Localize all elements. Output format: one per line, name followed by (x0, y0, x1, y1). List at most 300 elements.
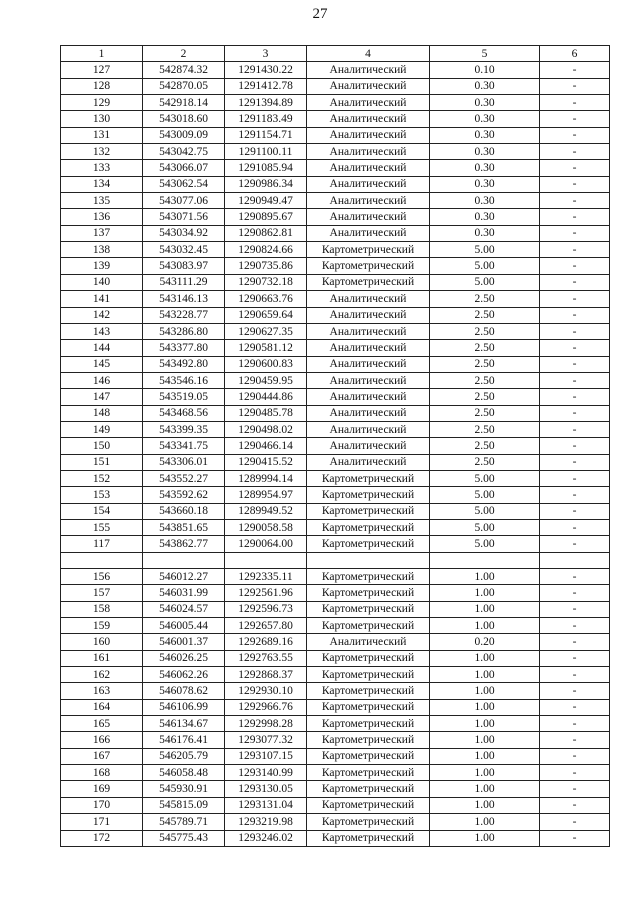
note-cell: - (540, 193, 610, 209)
table-row (61, 503, 610, 519)
y-coordinate-cell: 1290058.58 (225, 519, 307, 535)
point-number-cell: 158 (61, 601, 143, 617)
y-coordinate-cell: 1293131.04 (225, 797, 307, 813)
y-coordinate-cell: 1290498.02 (225, 421, 307, 437)
point-number-cell: 132 (61, 144, 143, 160)
y-coordinate-cell: 1292868.37 (225, 667, 307, 683)
x-coordinate-cell: 543018.60 (143, 111, 225, 127)
accuracy-cell: 0.30 (430, 144, 540, 160)
method-cell: Аналитический (307, 634, 430, 650)
note-cell: - (540, 356, 610, 372)
method-cell: Картометрический (307, 519, 430, 535)
y-coordinate-cell: 1292596.73 (225, 601, 307, 617)
method-cell: Аналитический (307, 62, 430, 78)
x-coordinate-cell: 545789.71 (143, 814, 225, 830)
accuracy-cell: 5.00 (430, 503, 540, 519)
method-cell: Картометрический (307, 503, 430, 519)
point-number-cell: 169 (61, 781, 143, 797)
table-row (61, 797, 610, 813)
table-row (61, 650, 610, 666)
y-coordinate-cell: 1291430.22 (225, 62, 307, 78)
x-coordinate-cell: 546012.27 (143, 569, 225, 585)
note-cell: - (540, 536, 610, 552)
table-row (61, 470, 610, 486)
point-number-cell: 130 (61, 111, 143, 127)
table-row (61, 307, 610, 323)
table-row (61, 519, 610, 535)
x-coordinate-cell: 545815.09 (143, 797, 225, 813)
accuracy-cell: 1.00 (430, 585, 540, 601)
note-cell: - (540, 225, 610, 241)
point-number-cell: 160 (61, 634, 143, 650)
method-cell: Картометрический (307, 569, 430, 585)
y-coordinate-cell: 1289949.52 (225, 503, 307, 519)
accuracy-cell: 0.10 (430, 62, 540, 78)
y-coordinate-cell: 1290466.14 (225, 438, 307, 454)
point-number-cell: 129 (61, 95, 143, 111)
y-coordinate-cell: 1290895.67 (225, 209, 307, 225)
point-number-cell: 161 (61, 650, 143, 666)
table-row (61, 176, 610, 192)
point-number-cell: 156 (61, 569, 143, 585)
note-cell: - (540, 585, 610, 601)
point-number-cell: 144 (61, 340, 143, 356)
table-row (61, 193, 610, 209)
point-number-cell: 148 (61, 405, 143, 421)
table-row (61, 683, 610, 699)
x-coordinate-cell: 543552.27 (143, 470, 225, 486)
x-coordinate-cell: 543519.05 (143, 389, 225, 405)
table-row (61, 421, 610, 437)
note-cell: - (540, 62, 610, 78)
point-number-cell: 151 (61, 454, 143, 470)
x-coordinate-cell: 543077.06 (143, 193, 225, 209)
table-row (61, 209, 610, 225)
table-row (61, 160, 610, 176)
y-coordinate-cell: 1290732.18 (225, 274, 307, 290)
y-coordinate-cell: 1290824.66 (225, 242, 307, 258)
accuracy-cell: 1.00 (430, 814, 540, 830)
table-separator-row (61, 552, 610, 568)
point-number-cell: 172 (61, 830, 143, 846)
accuracy-cell: 1.00 (430, 732, 540, 748)
method-cell: Картометрический (307, 781, 430, 797)
accuracy-cell: 2.50 (430, 405, 540, 421)
x-coordinate-cell: 543851.65 (143, 519, 225, 535)
y-coordinate-cell: 1290986.34 (225, 176, 307, 192)
table-row (61, 389, 610, 405)
note-cell (540, 552, 610, 568)
method-cell: Аналитический (307, 405, 430, 421)
point-number-cell: 149 (61, 421, 143, 437)
y-coordinate-cell: 1292689.16 (225, 634, 307, 650)
y-coordinate-cell: 1290949.47 (225, 193, 307, 209)
method-cell: Картометрический (307, 258, 430, 274)
note-cell: - (540, 470, 610, 486)
y-coordinate-cell: 1290659.64 (225, 307, 307, 323)
note-cell: - (540, 242, 610, 258)
note-cell: - (540, 601, 610, 617)
point-number-cell: 171 (61, 814, 143, 830)
point-number-cell: 152 (61, 470, 143, 486)
accuracy-cell: 1.00 (430, 748, 540, 764)
table-row (61, 127, 610, 143)
method-cell: Аналитический (307, 95, 430, 111)
y-coordinate-cell: 1291085.94 (225, 160, 307, 176)
point-number-cell (61, 552, 143, 568)
note-cell: - (540, 569, 610, 585)
table-row (61, 618, 610, 634)
table-row (61, 258, 610, 274)
y-coordinate-cell: 1292657.80 (225, 618, 307, 634)
table-row (61, 765, 610, 781)
note-cell: - (540, 683, 610, 699)
accuracy-cell: 2.50 (430, 356, 540, 372)
x-coordinate-cell: 543592.62 (143, 487, 225, 503)
x-coordinate-cell: 543660.18 (143, 503, 225, 519)
method-cell: Аналитический (307, 127, 430, 143)
method-cell: Аналитический (307, 160, 430, 176)
note-cell: - (540, 307, 610, 323)
accuracy-cell: 0.30 (430, 160, 540, 176)
y-coordinate-cell: 1290600.83 (225, 356, 307, 372)
note-cell: - (540, 814, 610, 830)
table-row (61, 454, 610, 470)
accuracy-cell: 2.50 (430, 438, 540, 454)
x-coordinate-cell: 546005.44 (143, 618, 225, 634)
y-coordinate-cell: 1291394.89 (225, 95, 307, 111)
point-number-cell: 168 (61, 765, 143, 781)
y-coordinate-cell: 1292930.10 (225, 683, 307, 699)
accuracy-cell: 5.00 (430, 470, 540, 486)
x-coordinate-cell: 543468.56 (143, 405, 225, 421)
header-cell-5: 5 (430, 46, 540, 62)
y-coordinate-cell: 1293107.15 (225, 748, 307, 764)
y-coordinate-cell: 1289994.14 (225, 470, 307, 486)
point-number-cell: 159 (61, 618, 143, 634)
point-number-cell: 133 (61, 160, 143, 176)
note-cell: - (540, 618, 610, 634)
accuracy-cell: 5.00 (430, 487, 540, 503)
x-coordinate-cell: 542874.32 (143, 62, 225, 78)
header-cell-3: 3 (225, 46, 307, 62)
accuracy-cell: 0.30 (430, 95, 540, 111)
x-coordinate-cell: 543111.29 (143, 274, 225, 290)
y-coordinate-cell: 1292966.76 (225, 699, 307, 715)
note-cell: - (540, 748, 610, 764)
point-number-cell: 164 (61, 699, 143, 715)
y-coordinate-cell: 1293246.02 (225, 830, 307, 846)
x-coordinate-cell: 543546.16 (143, 372, 225, 388)
y-coordinate-cell: 1293130.05 (225, 781, 307, 797)
x-coordinate-cell (143, 552, 225, 568)
accuracy-cell: 5.00 (430, 536, 540, 552)
method-cell: Картометрический (307, 487, 430, 503)
method-cell: Аналитический (307, 111, 430, 127)
note-cell: - (540, 258, 610, 274)
x-coordinate-cell: 546062.26 (143, 667, 225, 683)
x-coordinate-cell: 546205.79 (143, 748, 225, 764)
point-number-cell: 134 (61, 176, 143, 192)
note-cell: - (540, 454, 610, 470)
y-coordinate-cell: 1292998.28 (225, 716, 307, 732)
note-cell: - (540, 781, 610, 797)
method-cell: Картометрический (307, 765, 430, 781)
method-cell (307, 552, 430, 568)
table-row (61, 536, 610, 552)
x-coordinate-cell: 543492.80 (143, 356, 225, 372)
table-row (61, 667, 610, 683)
table-row (61, 601, 610, 617)
accuracy-cell: 5.00 (430, 258, 540, 274)
method-cell: Картометрический (307, 797, 430, 813)
table-row (61, 781, 610, 797)
point-number-cell: 140 (61, 274, 143, 290)
coordinates-table-body (61, 46, 610, 847)
table-row (61, 438, 610, 454)
x-coordinate-cell: 543306.01 (143, 454, 225, 470)
note-cell: - (540, 340, 610, 356)
note-cell: - (540, 209, 610, 225)
y-coordinate-cell: 1290735.86 (225, 258, 307, 274)
table-row (61, 699, 610, 715)
accuracy-cell: 2.50 (430, 307, 540, 323)
header-cell-1: 1 (61, 46, 143, 62)
method-cell: Картометрический (307, 830, 430, 846)
accuracy-cell: 2.50 (430, 421, 540, 437)
table-row (61, 144, 610, 160)
point-number-cell: 138 (61, 242, 143, 258)
accuracy-cell: 5.00 (430, 519, 540, 535)
table-row (61, 95, 610, 111)
accuracy-cell: 1.00 (430, 618, 540, 634)
method-cell: Картометрический (307, 585, 430, 601)
accuracy-cell: 5.00 (430, 242, 540, 258)
method-cell: Аналитический (307, 356, 430, 372)
method-cell: Картометрический (307, 732, 430, 748)
x-coordinate-cell: 546058.48 (143, 765, 225, 781)
y-coordinate-cell: 1291183.49 (225, 111, 307, 127)
x-coordinate-cell: 543066.07 (143, 160, 225, 176)
method-cell: Аналитический (307, 421, 430, 437)
note-cell: - (540, 323, 610, 339)
method-cell: Аналитический (307, 291, 430, 307)
method-cell: Картометрический (307, 667, 430, 683)
table-row (61, 830, 610, 846)
point-number-cell: 142 (61, 307, 143, 323)
note-cell: - (540, 650, 610, 666)
x-coordinate-cell: 543034.92 (143, 225, 225, 241)
point-number-cell: 167 (61, 748, 143, 764)
y-coordinate-cell: 1290581.12 (225, 340, 307, 356)
table-row (61, 487, 610, 503)
point-number-cell: 143 (61, 323, 143, 339)
point-number-cell: 145 (61, 356, 143, 372)
point-number-cell: 163 (61, 683, 143, 699)
y-coordinate-cell: 1292335.11 (225, 569, 307, 585)
accuracy-cell: 0.30 (430, 176, 540, 192)
point-number-cell: 139 (61, 258, 143, 274)
x-coordinate-cell: 543032.45 (143, 242, 225, 258)
table-row (61, 585, 610, 601)
note-cell: - (540, 765, 610, 781)
table-row (61, 78, 610, 94)
header-cell-6: 6 (540, 46, 610, 62)
accuracy-cell: 1.00 (430, 683, 540, 699)
accuracy-cell: 1.00 (430, 699, 540, 715)
table-row (61, 814, 610, 830)
accuracy-cell: 2.50 (430, 323, 540, 339)
note-cell: - (540, 438, 610, 454)
accuracy-cell: 1.00 (430, 650, 540, 666)
y-coordinate-cell: 1290663.76 (225, 291, 307, 307)
note-cell: - (540, 111, 610, 127)
x-coordinate-cell: 546134.67 (143, 716, 225, 732)
point-number-cell: 150 (61, 438, 143, 454)
method-cell: Картометрический (307, 536, 430, 552)
table-row (61, 274, 610, 290)
y-coordinate-cell: 1291412.78 (225, 78, 307, 94)
x-coordinate-cell: 543341.75 (143, 438, 225, 454)
note-cell: - (540, 699, 610, 715)
x-coordinate-cell: 543377.80 (143, 340, 225, 356)
y-coordinate-cell: 1290627.35 (225, 323, 307, 339)
accuracy-cell (430, 552, 540, 568)
method-cell: Аналитический (307, 438, 430, 454)
point-number-cell: 155 (61, 519, 143, 535)
note-cell: - (540, 732, 610, 748)
x-coordinate-cell: 546026.25 (143, 650, 225, 666)
method-cell: Аналитический (307, 225, 430, 241)
table-row (61, 340, 610, 356)
note-cell: - (540, 716, 610, 732)
point-number-cell: 162 (61, 667, 143, 683)
accuracy-cell: 5.00 (430, 274, 540, 290)
x-coordinate-cell: 543286.80 (143, 323, 225, 339)
method-cell: Аналитический (307, 78, 430, 94)
accuracy-cell: 0.30 (430, 111, 540, 127)
note-cell: - (540, 144, 610, 160)
method-cell: Аналитический (307, 323, 430, 339)
x-coordinate-cell: 543083.97 (143, 258, 225, 274)
accuracy-cell: 2.50 (430, 291, 540, 307)
x-coordinate-cell: 543042.75 (143, 144, 225, 160)
accuracy-cell: 2.50 (430, 340, 540, 356)
accuracy-cell: 2.50 (430, 454, 540, 470)
method-cell: Аналитический (307, 340, 430, 356)
method-cell: Аналитический (307, 372, 430, 388)
table-row (61, 111, 610, 127)
method-cell: Картометрический (307, 274, 430, 290)
point-number-cell: 170 (61, 797, 143, 813)
x-coordinate-cell: 543071.56 (143, 209, 225, 225)
x-coordinate-cell: 545930.91 (143, 781, 225, 797)
x-coordinate-cell: 543009.09 (143, 127, 225, 143)
y-coordinate-cell: 1290485.78 (225, 405, 307, 421)
method-cell: Аналитический (307, 144, 430, 160)
x-coordinate-cell: 543862.77 (143, 536, 225, 552)
table-row (61, 569, 610, 585)
note-cell: - (540, 160, 610, 176)
point-number-cell: 154 (61, 503, 143, 519)
accuracy-cell: 0.30 (430, 127, 540, 143)
y-coordinate-cell: 1291100.11 (225, 144, 307, 160)
method-cell: Картометрический (307, 748, 430, 764)
note-cell: - (540, 127, 610, 143)
note-cell: - (540, 830, 610, 846)
y-coordinate-cell: 1293219.98 (225, 814, 307, 830)
note-cell: - (540, 95, 610, 111)
table-header-row (61, 46, 610, 62)
note-cell: - (540, 519, 610, 535)
x-coordinate-cell: 543228.77 (143, 307, 225, 323)
point-number-cell: 137 (61, 225, 143, 241)
method-cell: Картометрический (307, 650, 430, 666)
x-coordinate-cell: 545775.43 (143, 830, 225, 846)
method-cell: Аналитический (307, 389, 430, 405)
y-coordinate-cell: 1292763.55 (225, 650, 307, 666)
y-coordinate-cell (225, 552, 307, 568)
x-coordinate-cell: 543146.13 (143, 291, 225, 307)
table-row (61, 405, 610, 421)
accuracy-cell: 0.30 (430, 193, 540, 209)
method-cell: Картометрический (307, 242, 430, 258)
method-cell: Аналитический (307, 307, 430, 323)
point-number-cell: 135 (61, 193, 143, 209)
coordinates-table (60, 45, 610, 847)
accuracy-cell: 0.30 (430, 225, 540, 241)
accuracy-cell: 2.50 (430, 372, 540, 388)
accuracy-cell: 2.50 (430, 389, 540, 405)
method-cell: Аналитический (307, 209, 430, 225)
note-cell: - (540, 503, 610, 519)
accuracy-cell: 1.00 (430, 601, 540, 617)
table-row (61, 62, 610, 78)
y-coordinate-cell: 1293140.99 (225, 765, 307, 781)
y-coordinate-cell: 1290064.00 (225, 536, 307, 552)
page-number: 27 (312, 6, 328, 22)
header-cell-2: 2 (143, 46, 225, 62)
accuracy-cell: 1.00 (430, 797, 540, 813)
x-coordinate-cell: 546106.99 (143, 699, 225, 715)
y-coordinate-cell: 1292561.96 (225, 585, 307, 601)
point-number-cell: 165 (61, 716, 143, 732)
y-coordinate-cell: 1289954.97 (225, 487, 307, 503)
note-cell: - (540, 797, 610, 813)
note-cell: - (540, 487, 610, 503)
x-coordinate-cell: 546176.41 (143, 732, 225, 748)
accuracy-cell: 0.30 (430, 78, 540, 94)
point-number-cell: 141 (61, 291, 143, 307)
table-row (61, 242, 610, 258)
accuracy-cell: 1.00 (430, 569, 540, 585)
note-cell: - (540, 176, 610, 192)
y-coordinate-cell: 1290444.86 (225, 389, 307, 405)
method-cell: Аналитический (307, 454, 430, 470)
method-cell: Картометрический (307, 618, 430, 634)
table-row (61, 748, 610, 764)
y-coordinate-cell: 1290459.95 (225, 372, 307, 388)
note-cell: - (540, 78, 610, 94)
note-cell: - (540, 667, 610, 683)
table-row (61, 225, 610, 241)
note-cell: - (540, 389, 610, 405)
accuracy-cell: 1.00 (430, 765, 540, 781)
accuracy-cell: 1.00 (430, 667, 540, 683)
point-number-cell: 131 (61, 127, 143, 143)
table-row (61, 372, 610, 388)
x-coordinate-cell: 542918.14 (143, 95, 225, 111)
